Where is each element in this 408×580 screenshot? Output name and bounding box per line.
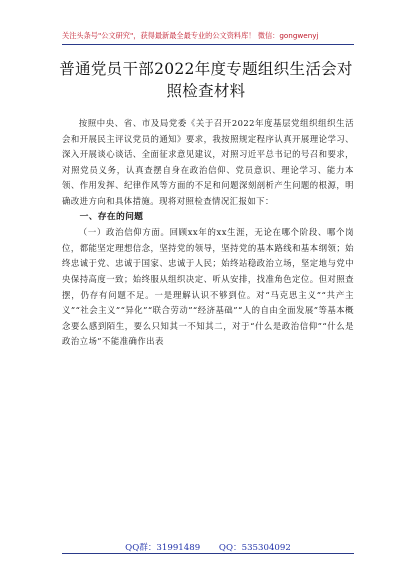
footer-qq-group: QQ群：31991489 [125,543,201,553]
footer-divider [62,553,354,554]
footer-qq-number: QQ：535304092 [218,543,291,553]
document-title: 普通党员干部2022年度专题组织生活会对照检查材料 [59,60,353,100]
header-banner: 关注头条号"公文研究"，获得最新最全最专业的公文资料库！ 微信：gongwenyj [62,31,319,40]
section-paragraph: （一）政治信仰方面。回顾xx年的xx生涯，无论在哪个阶段、哪个岗位，都能坚定理想信念，坚持党的领导，坚持党的基本路线和基本纲领；始终忠诚于党、忠诚于国家、忠诚于人民；始终站稳政治立场，坚定地与党中央保持高度一致；始终服从组织决定、听从安排，找准角色定位。但对照查摆，仍存有问题不足。一是理解认识不够到位。对“马克思主义”“共产主义”“社会主义”“异化”“联合劳动”“经济基础”“人的自由全面发展”等基本概念要么感到陌生，要么只知其一不知其二，对于“什么是政治信仰”“什么是政治立场”不能准确作出表 [62,227,354,347]
document-body [62,116,354,350]
footer-contact [62,541,354,553]
section-heading: 一、存在的问题 [79,211,144,222]
header-divider [62,44,354,45]
intro-paragraph: 按照中央、省、市及局党委《关于召开2022年度基层党组织组织生活会和开展民主评议党员的通知》要求，我按照规定程序认真开展理论学习、深入开展谈心谈话、全面征求意见建议，对照习近平总书记的号召和要求，对照党员义务，认真查摆自身在政治信仰、党员意识、理论学习、能力本领、作用发挥、纪律作风等方面的不足和问题深刻剖析产生问题的根源，明确改进方向和具体措施。现将对照检查情况汇报如下： [62,118,354,206]
